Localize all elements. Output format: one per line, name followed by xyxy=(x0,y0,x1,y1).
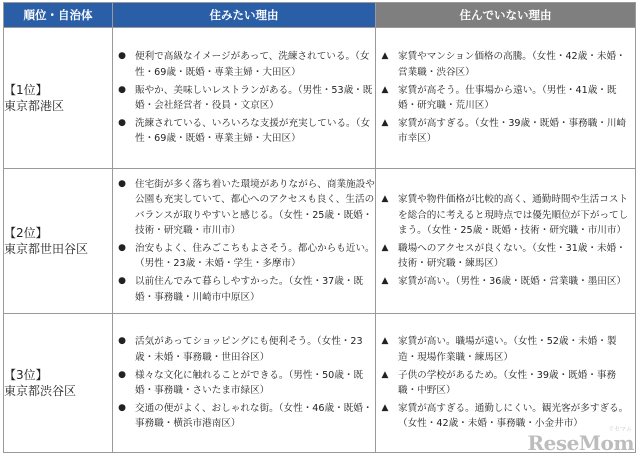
reason-text: 家賃が高すぎる。通勤しにくい。観光客が多すぎる。（女性・42歳・未婚・事務職・小金井市） xyxy=(398,403,629,430)
bullet-circle-icon: ● xyxy=(118,336,126,347)
bullet-triangle-icon: ▲ xyxy=(381,369,389,380)
reason-text: 治安もよく、住みごこちもよさそう。都心からも近い。（男性・23歳・未婚・学生・多摩市） xyxy=(135,243,375,270)
reason-text: 洗練されている、いろいろな支援が充実している。（女性・69歳・既婚・専業主婦・大田区） xyxy=(135,118,371,145)
not-reason-item xyxy=(376,83,635,113)
city-name: 東京都渋谷区 xyxy=(4,384,77,398)
want-reasons-cell xyxy=(113,28,376,169)
bullet-circle-icon: ● xyxy=(118,369,126,380)
bullet-triangle-icon: ▲ xyxy=(381,276,389,287)
not-reasons-list xyxy=(376,334,635,431)
bullet-circle-icon: ● xyxy=(118,243,126,253)
reason-text: 活気があってショッピングにも便利そう。（女性・23歳・未婚・事務職・世田谷区） xyxy=(135,336,363,363)
not-reasons-cell xyxy=(376,28,636,169)
not-reason-item xyxy=(376,116,635,146)
not-reasons-list xyxy=(376,49,635,146)
reason-text: 職場へのアクセスが良くない。（女性・31歳・未婚・技術・研究職・練馬区） xyxy=(398,243,626,270)
rank-label: 【1位】 xyxy=(4,83,48,97)
reason-text: 家賃が高い。職場が遠い。（女性・52歳・未婚・製造・現場作業職・練馬区） xyxy=(398,336,617,363)
not-reason-item xyxy=(376,334,635,364)
watermark-text: ReseMom xyxy=(527,431,634,455)
bullet-triangle-icon: ▲ xyxy=(381,51,389,62)
reason-text: 家賃や物件価格が比較的高く、通勤時間や生活コストを総合的に考えると現時点では優先順位が下がってしまう。（女性・25歳・既婚・技術・研究職・市川市） xyxy=(398,194,629,236)
rank-label: 【2位】 xyxy=(4,226,48,240)
want-reasons-list xyxy=(113,334,375,431)
rank-label: 【3位】 xyxy=(4,368,48,382)
city-name: 東京都港区 xyxy=(4,99,65,113)
bullet-triangle-icon: ▲ xyxy=(381,403,389,414)
want-reason-item xyxy=(113,177,375,238)
ranking-table xyxy=(3,2,636,453)
want-reason-item xyxy=(113,116,375,146)
bullet-triangle-icon: ▲ xyxy=(381,336,389,347)
bullet-triangle-icon: ▲ xyxy=(381,118,389,129)
reason-text: 家賃が高そう。仕事場から遠い。（男性・41歳・既婚・研究職・荒川区） xyxy=(398,84,617,111)
want-reason-item xyxy=(113,83,375,113)
reason-text: 家賃やマンション価格の高騰。（女性・42歳・未婚・営業職・渋谷区） xyxy=(398,51,626,78)
reason-text: 住宅街が多く落ち着いた環境がありながら、商業施設や公園も充実していて、都心へのアクセスも良く、生活のバランスが取りやすいと感じる。（女性・25歳・既婚・技術・研究職・市川市） xyxy=(135,179,375,236)
ranking-row xyxy=(4,169,636,314)
want-reasons-list xyxy=(113,49,375,146)
header-want-reason: 住みたい理由 xyxy=(113,3,376,28)
header-not-reason: 住んでいない理由 xyxy=(376,3,636,28)
bullet-circle-icon: ● xyxy=(118,84,126,95)
bullet-triangle-icon: ▲ xyxy=(381,84,389,95)
want-reason-item xyxy=(113,401,375,431)
header-rank: 順位・自治体 xyxy=(4,3,113,28)
want-reason-item xyxy=(113,241,375,271)
reason-text: 賑やか、美味しいレストランがある。（男性・53歳・既婚・会社経営者・役員・文京区） xyxy=(135,84,373,111)
rank-cell xyxy=(4,314,113,453)
bullet-circle-icon: ● xyxy=(118,51,126,62)
reason-text: 家賃が高い。（男性・36歳・既婚・営業職・墨田区） xyxy=(398,276,627,288)
bullet-triangle-icon: ▲ xyxy=(381,194,389,205)
watermark-sub: リセマム xyxy=(608,426,632,433)
want-reasons-cell xyxy=(113,314,376,453)
want-reasons-list xyxy=(113,177,375,305)
not-reason-item xyxy=(376,401,635,431)
not-reasons-list xyxy=(376,192,635,289)
want-reasons-cell xyxy=(113,169,376,314)
city-name: 東京都世田谷区 xyxy=(4,242,89,256)
rank-cell xyxy=(4,169,113,314)
bullet-circle-icon: ● xyxy=(118,403,126,414)
reason-text: 子供の学校があるため。（女性・39歳・既婚・事務職・中野区） xyxy=(398,369,617,396)
reason-text: 便利で高級なイメージがあって、洗練されている。（女性・69歳・既婚・専業主婦・大田区） xyxy=(135,51,370,78)
ranking-row xyxy=(4,28,636,169)
not-reasons-cell xyxy=(376,169,636,314)
want-reason-item xyxy=(113,274,375,304)
resemom-watermark-logo xyxy=(527,426,634,455)
want-reason-item xyxy=(113,49,375,79)
not-reason-item xyxy=(376,368,635,398)
reason-text: 以前住んでみて暮らしやすかった。（女性・37歳・既婚・事務職・川崎市中原区） xyxy=(135,276,364,303)
not-reason-item xyxy=(376,192,635,238)
reason-text: 様々な文化に触れることができる。（男性・50歳・既婚・事務職・さいたま市緑区） xyxy=(135,369,364,396)
want-reason-item xyxy=(113,334,375,364)
bullet-circle-icon: ● xyxy=(118,276,126,287)
not-reason-item xyxy=(376,274,635,289)
reason-text: 交通の便がよく、おしゃれな街。（女性・46歳・既婚・事務職・横浜市港南区） xyxy=(135,403,373,430)
want-reason-item xyxy=(113,368,375,398)
bullet-triangle-icon: ▲ xyxy=(381,243,389,253)
bullet-circle-icon: ● xyxy=(118,118,126,129)
not-reason-item xyxy=(376,241,635,271)
rank-cell xyxy=(4,28,113,169)
reason-text: 家賃が高すぎる。（女性・39歳・既婚・事務職・川崎市幸区） xyxy=(398,118,627,145)
bullet-circle-icon: ● xyxy=(118,179,126,190)
not-reason-item xyxy=(376,49,635,79)
